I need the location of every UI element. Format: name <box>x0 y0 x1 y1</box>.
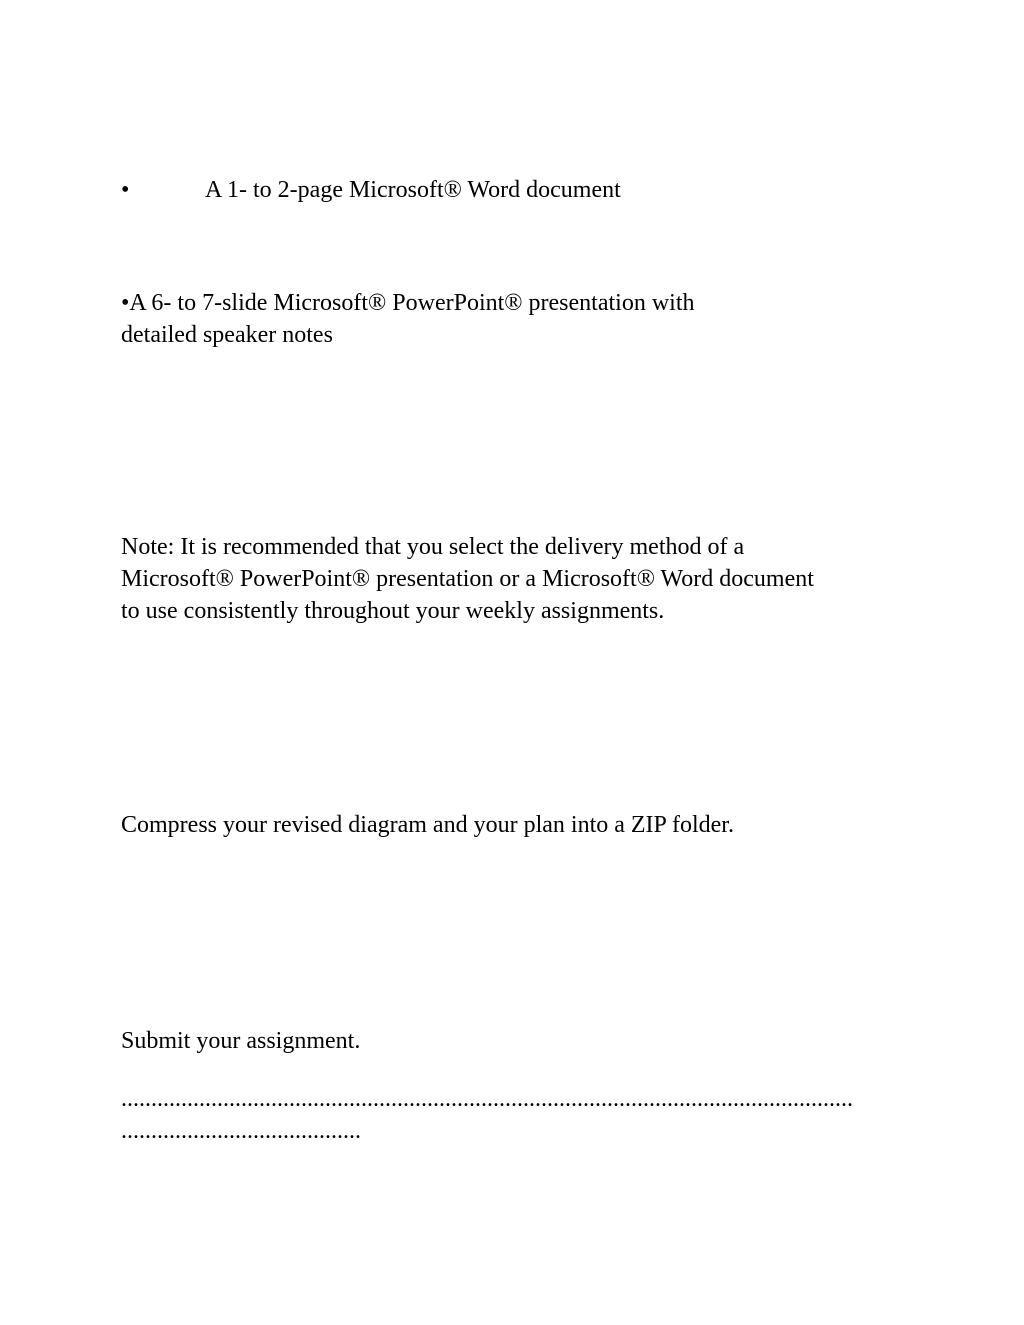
bullet-item-powerpoint-line-1: •A 6- to 7-slide Microsoft® PowerPoint® presentation with <box>121 290 695 316</box>
note-paragraph-line-1: Note: It is recommended that you select the delivery method of a <box>121 534 745 560</box>
bullet-item-text: A 1- to 2-page Microsoft® Word document <box>205 177 621 203</box>
dotted-separator-line-1: .......................................................................................................................... <box>121 1086 853 1112</box>
bullet-item-powerpoint-line-2: detailed speaker notes <box>121 322 333 348</box>
note-paragraph-line-2: Microsoft® PowerPoint® presentation or a Microsoft® Word document <box>121 566 814 592</box>
dotted-separator-line-2: ........................................ <box>121 1118 361 1144</box>
submit-instruction: Submit your assignment. <box>121 1028 361 1054</box>
compress-instruction: Compress your revised diagram and your plan into a ZIP folder. <box>121 812 734 838</box>
note-paragraph-line-3: to use consistently throughout your weekly assignments. <box>121 598 665 624</box>
bullet-marker: • <box>121 177 130 203</box>
